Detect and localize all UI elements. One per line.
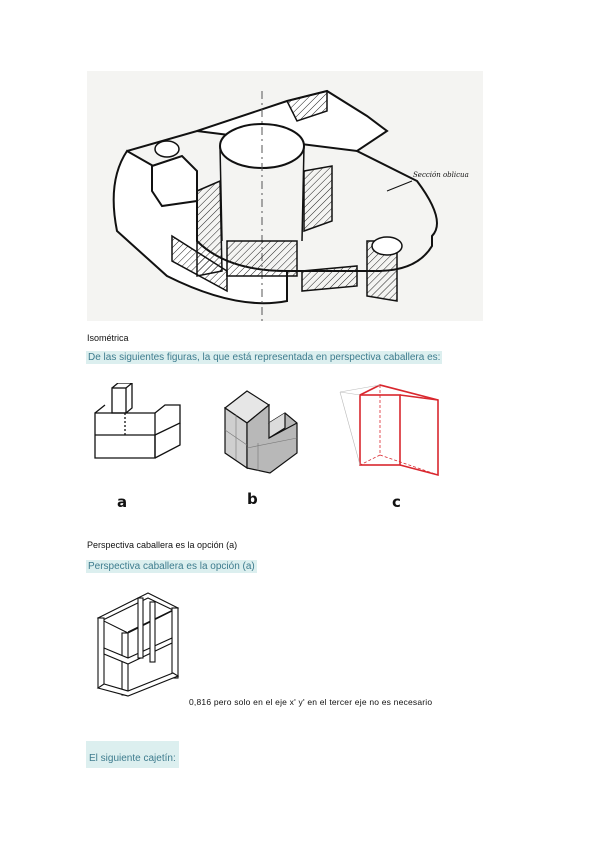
frame-structure-figure bbox=[88, 588, 183, 700]
option-c-figure bbox=[335, 380, 445, 480]
section-annotation: Sección oblicua bbox=[413, 171, 469, 179]
answer-highlight: Perspectiva caballera es la opción (a) bbox=[88, 561, 255, 572]
option-b-label: b bbox=[247, 490, 258, 508]
option-c-label: c bbox=[392, 493, 401, 511]
isometric-caption: Isométrica bbox=[87, 333, 129, 343]
option-a-figure bbox=[90, 383, 190, 463]
note-text: 0,816 pero solo en el eje x' y' en el tercer eje no es necesario bbox=[189, 697, 433, 707]
option-c-svg bbox=[335, 380, 445, 480]
question-text: De las siguientes figuras, la que está representada en perspectiva caballera es: bbox=[88, 352, 441, 363]
option-a-svg bbox=[90, 383, 190, 463]
option-a-label: a bbox=[117, 493, 128, 511]
isometric-section-svg bbox=[87, 71, 483, 321]
isometric-section-drawing bbox=[87, 71, 483, 321]
option-b-figure bbox=[215, 383, 305, 478]
frame-structure-svg bbox=[88, 588, 183, 700]
answer-caption: Perspectiva caballera es la opción (a) bbox=[87, 540, 238, 550]
option-b-svg bbox=[215, 383, 305, 478]
next-heading: El siguiente cajetín: bbox=[86, 741, 179, 768]
